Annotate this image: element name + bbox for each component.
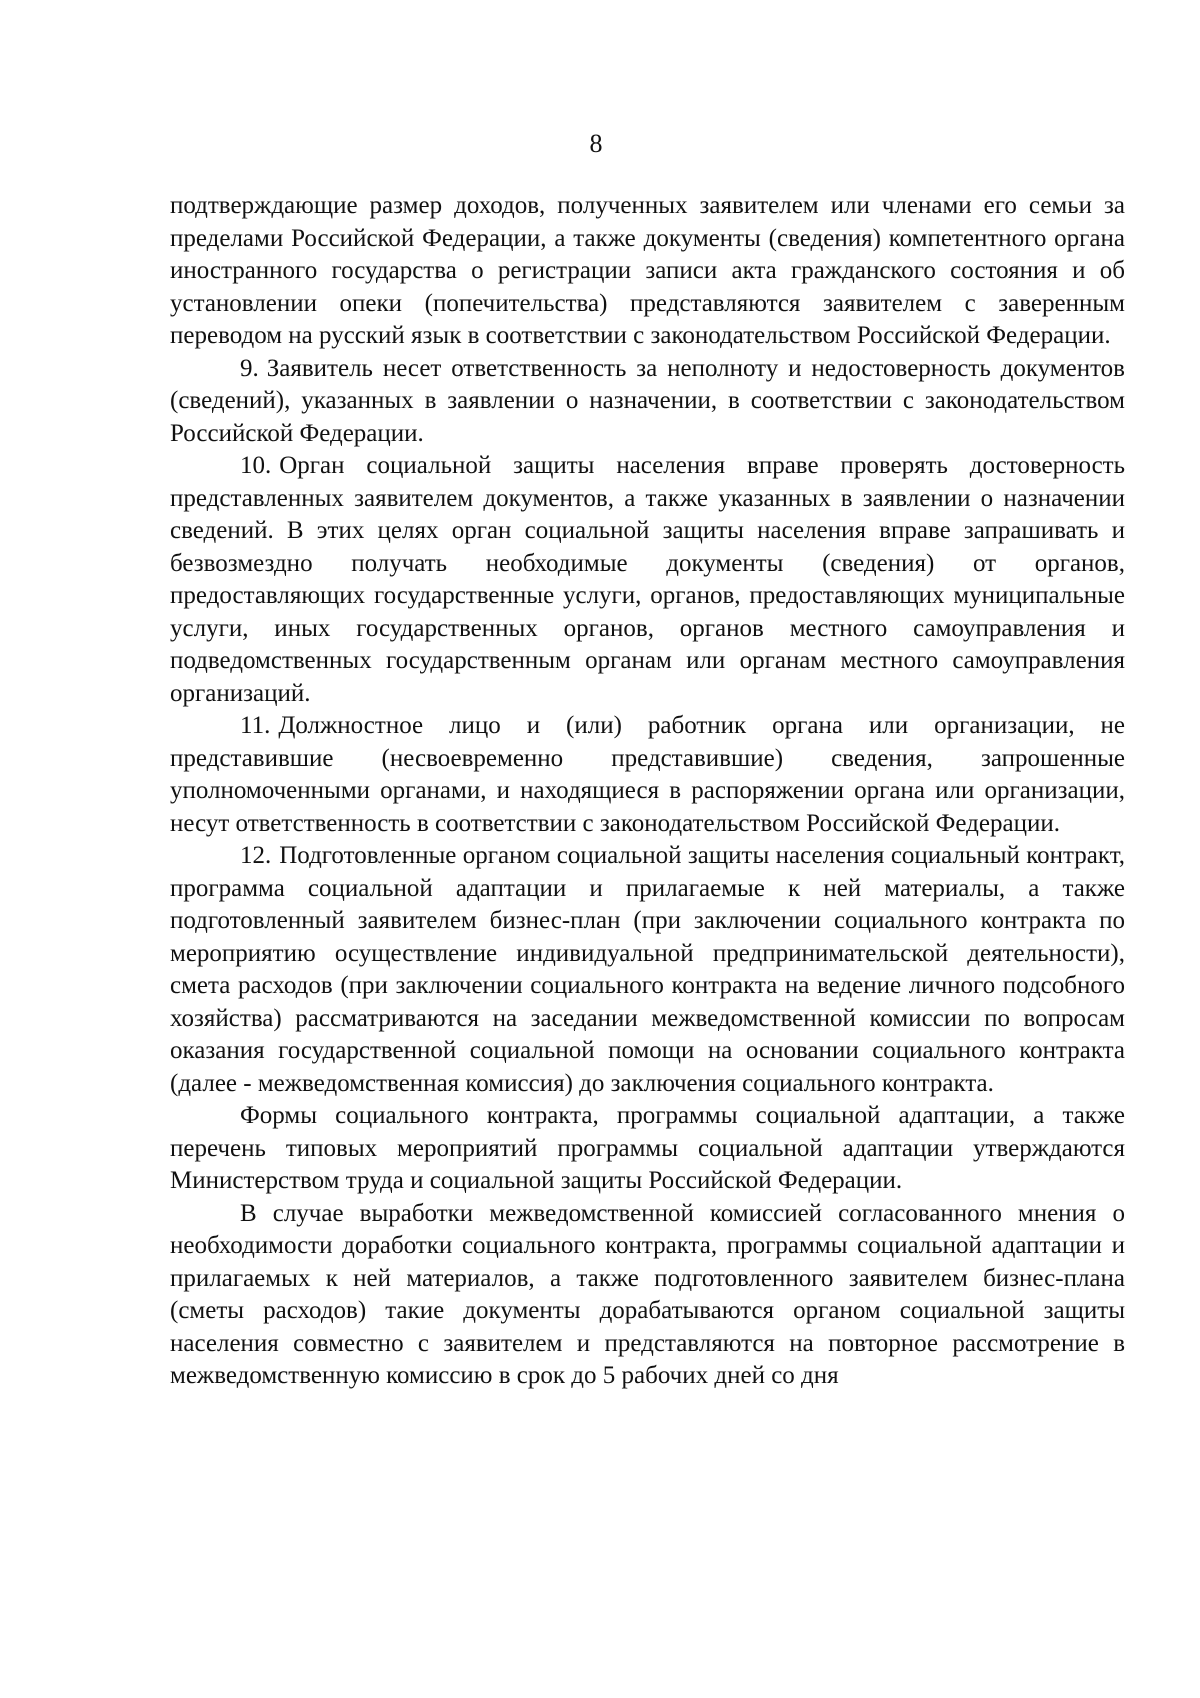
paragraph-number: 9. xyxy=(240,354,259,382)
paragraph-text: В случае выработки межведомственной комиссией согласованного мнения о необходимости доработки социального контракта, программы социальной адаптации и прилагаемых к ней материалов, а также подготовленного заявителем бизнес-плана (сметы расходов) такие документы дорабатываются органом социальной защиты населения совместно с заявителем и представляются на повторное рассмотрение в межведомственную комиссию в срок до 5 рабочих дней со дня xyxy=(170,1199,1125,1389)
page-number: 8 xyxy=(589,129,603,158)
paragraph-text: подтверждающие размер доходов, полученных заявителем или членами его семьи за пределами Российской Федерации, а также документы (сведения) компетентного органа иностранного государства о регистрации записи акта гражданского состояния и об установлении опеки (попечительства) представляются заявителем с заверенным переводом на русский язык в соответствии с законодательством Российской Федерации. xyxy=(170,192,1125,349)
paragraph-text: Орган социальной защиты населения вправе проверять достоверность представленных заявителем документов, а также указанных в заявлении о назначении сведений. В этих целях орган социальной защиты населения вправе запрашивать и безвозмездно получать необходимые документы (сведения) от органов, предоставляющих государственные услуги, органов, предоставляющих муниципальные услуги, иных государственных органов, органов местного самоуправления и подведомственных государственным органам или органам местного самоуправления организаций. xyxy=(170,452,1125,707)
paragraph-revision xyxy=(170,1198,1125,1393)
paragraph-text: Формы социального контракта, программы социальной адаптации, а также перечень типовых мероприятий программы социальной адаптации утверждаются Министерством труда и социальной защиты Российской Федерации. xyxy=(170,1102,1125,1194)
paragraph-number: 11. xyxy=(240,712,271,739)
paragraph-item-11 xyxy=(170,710,1125,840)
paragraph-forms xyxy=(170,1100,1125,1198)
paragraph-number: 12. xyxy=(240,842,272,869)
paragraph-text: Подготовленные органом социальной защиты населения социальный контракт, программа социальной адаптации и прилагаемые к ней материалы, а также подготовленный заявителем бизнес-план (при заключении социального контракта по мероприятию осуществление индивидуальной предпринимательской деятельности), смета расходов (при заключении социального контракта на ведение личного подсобного хозяйства) рассматриваются на заседании межведомственной комиссии по вопросам оказания государственной социальной помощи на основании социального контракта (далее - межведомственная комиссия) до заключения социального контракта. xyxy=(170,842,1125,1097)
paragraph-text: Должностное лицо и (или) работник органа или организации, не представившие (несвоевременно представившие) сведения, запрошенные уполномоченными органами, и находящиеся в распоряжении органа или организации, несут ответственность в соответствии с законодательством Российской Федерации. xyxy=(170,712,1125,837)
paragraph-item-10 xyxy=(170,450,1125,710)
paragraph-number: 10. xyxy=(240,452,272,479)
paragraph-text: Заявитель несет ответственность за неполноту и недостоверность документов (сведений), указанных в заявлении о назначении, в соответствии с законодательством Российской Федерации. xyxy=(170,354,1125,447)
paragraph-item-9 xyxy=(170,353,1125,451)
paragraph-continuation xyxy=(170,190,1125,353)
document-body xyxy=(170,190,1125,1393)
paragraph-item-12 xyxy=(170,840,1125,1100)
